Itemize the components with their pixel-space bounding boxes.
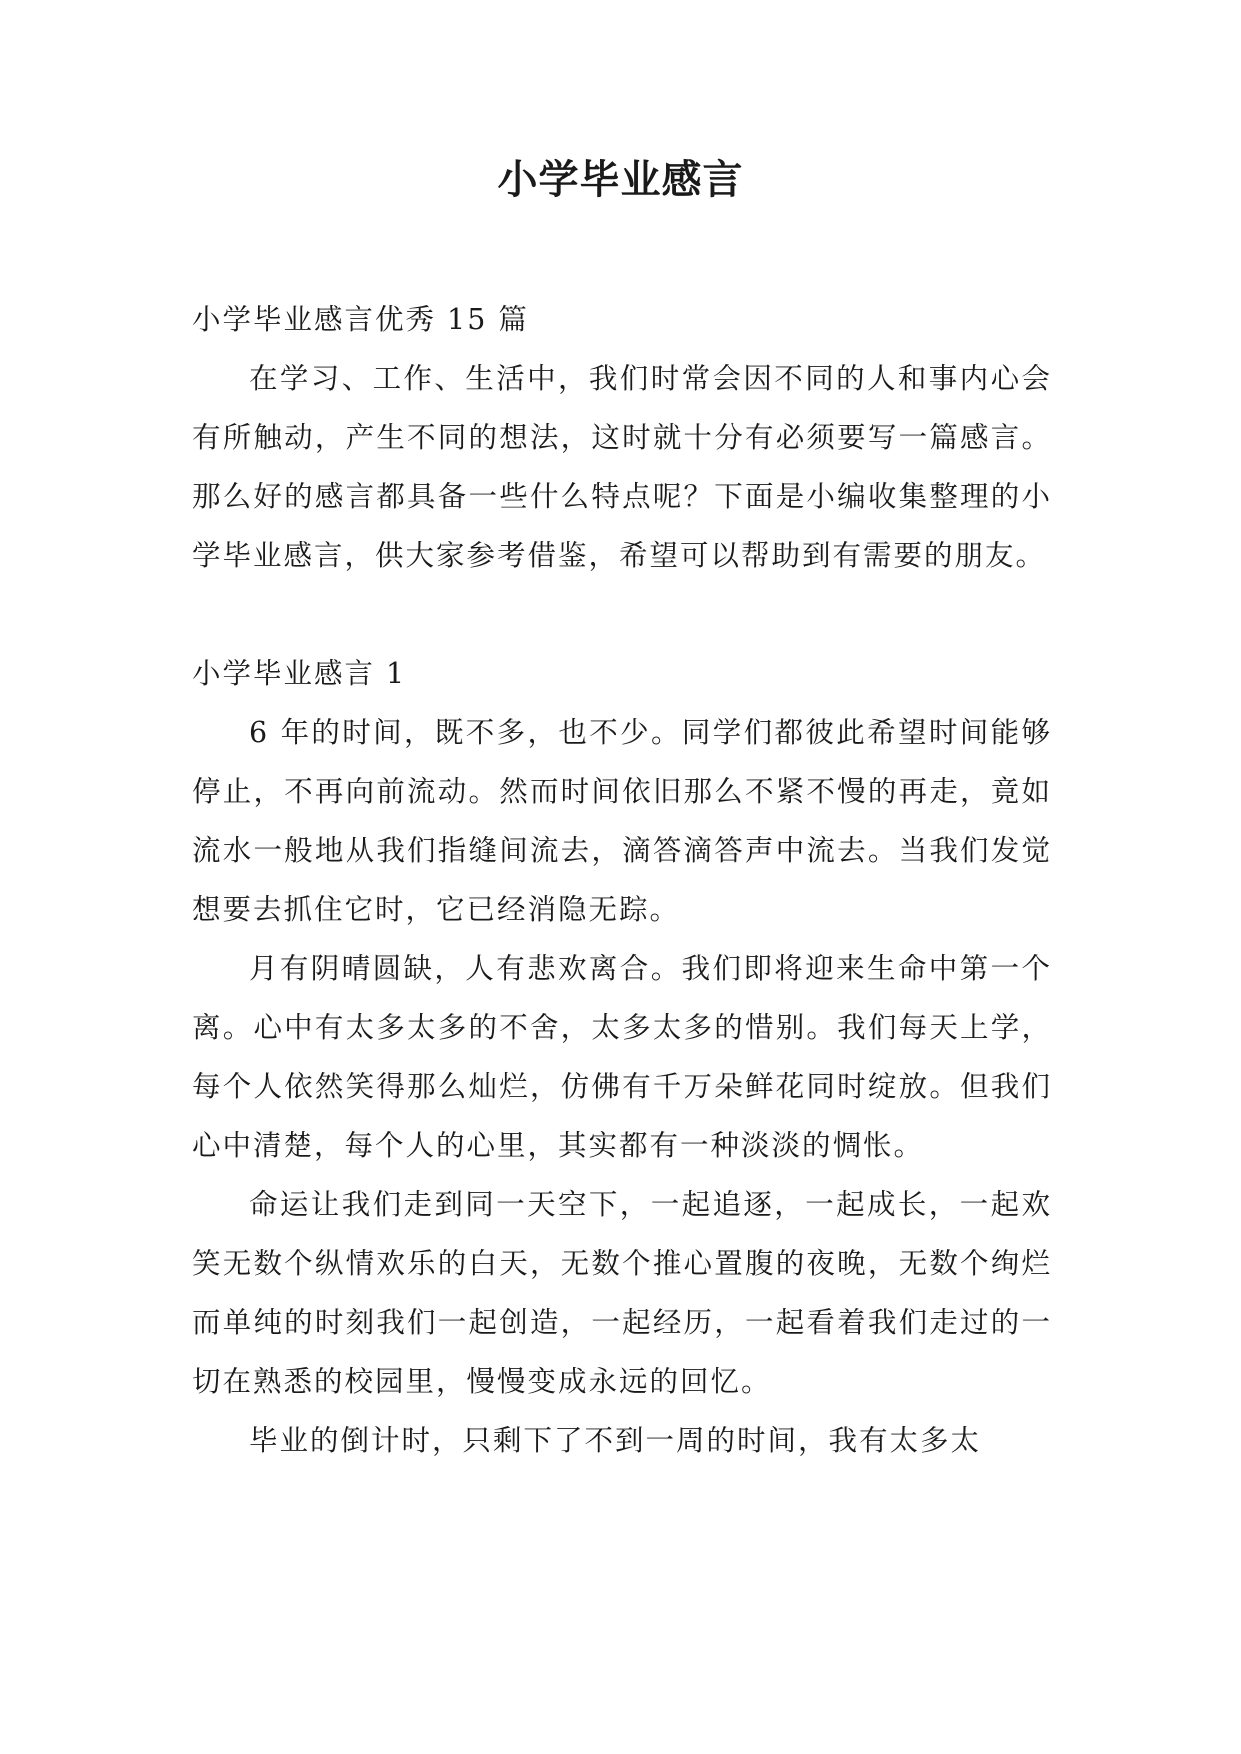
body-paragraph: 毕业的倒计时，只剩下了不到一周的时间，我有太多太 — [249, 1424, 982, 1457]
body-paragraph: 6 年的时间，既不多，也不少。同学们都彼此希望时间能够停止，不再向前流动。然而时间依旧那么不紧不慢的再走，竟如流水一般地从我们指缝间流去，滴答滴答声中流去。当我们发觉想要去抓住它时，它已经消隐无踪。 — [192, 716, 1052, 926]
document-title: 小学毕业感言 — [497, 156, 744, 203]
intro-paragraph: 在学习、工作、生活中，我们时常会因不同的人和事内心会有所触动，产生不同的想法，这时就十分有必须要写一篇感言。那么好的感言都具备一些什么特点呢？下面是小编收集整理的小学毕业感言，供大家参考借鉴，希望可以帮助到有需要的朋友。 — [192, 362, 1052, 572]
section-spacer — [192, 585, 1052, 644]
document-body — [192, 290, 1052, 1470]
body-paragraph: 月有阴晴圆缺，人有悲欢离合。我们即将迎来生命中第一个离。心中有太多太多的不舍，太多太多的惜别。我们每天上学，每个人依然笑得那么灿烂，仿佛有千万朵鲜花同时绽放。但我们心中清楚，每个人的心里，其实都有一种淡淡的惆怅。 — [192, 952, 1052, 1162]
body-paragraph: 命运让我们走到同一天空下，一起追逐，一起成长，一起欢笑无数个纵情欢乐的白天，无数个推心置腹的夜晚，无数个绚烂而单纯的时刻我们一起创造，一起经历，一起看着我们走过的一切在熟悉的校园里，慢慢变成永远的回忆。 — [192, 1188, 1052, 1398]
section-heading: 小学毕业感言 1 — [192, 657, 407, 690]
intro-heading: 小学毕业感言优秀 15 篇 — [192, 303, 529, 336]
